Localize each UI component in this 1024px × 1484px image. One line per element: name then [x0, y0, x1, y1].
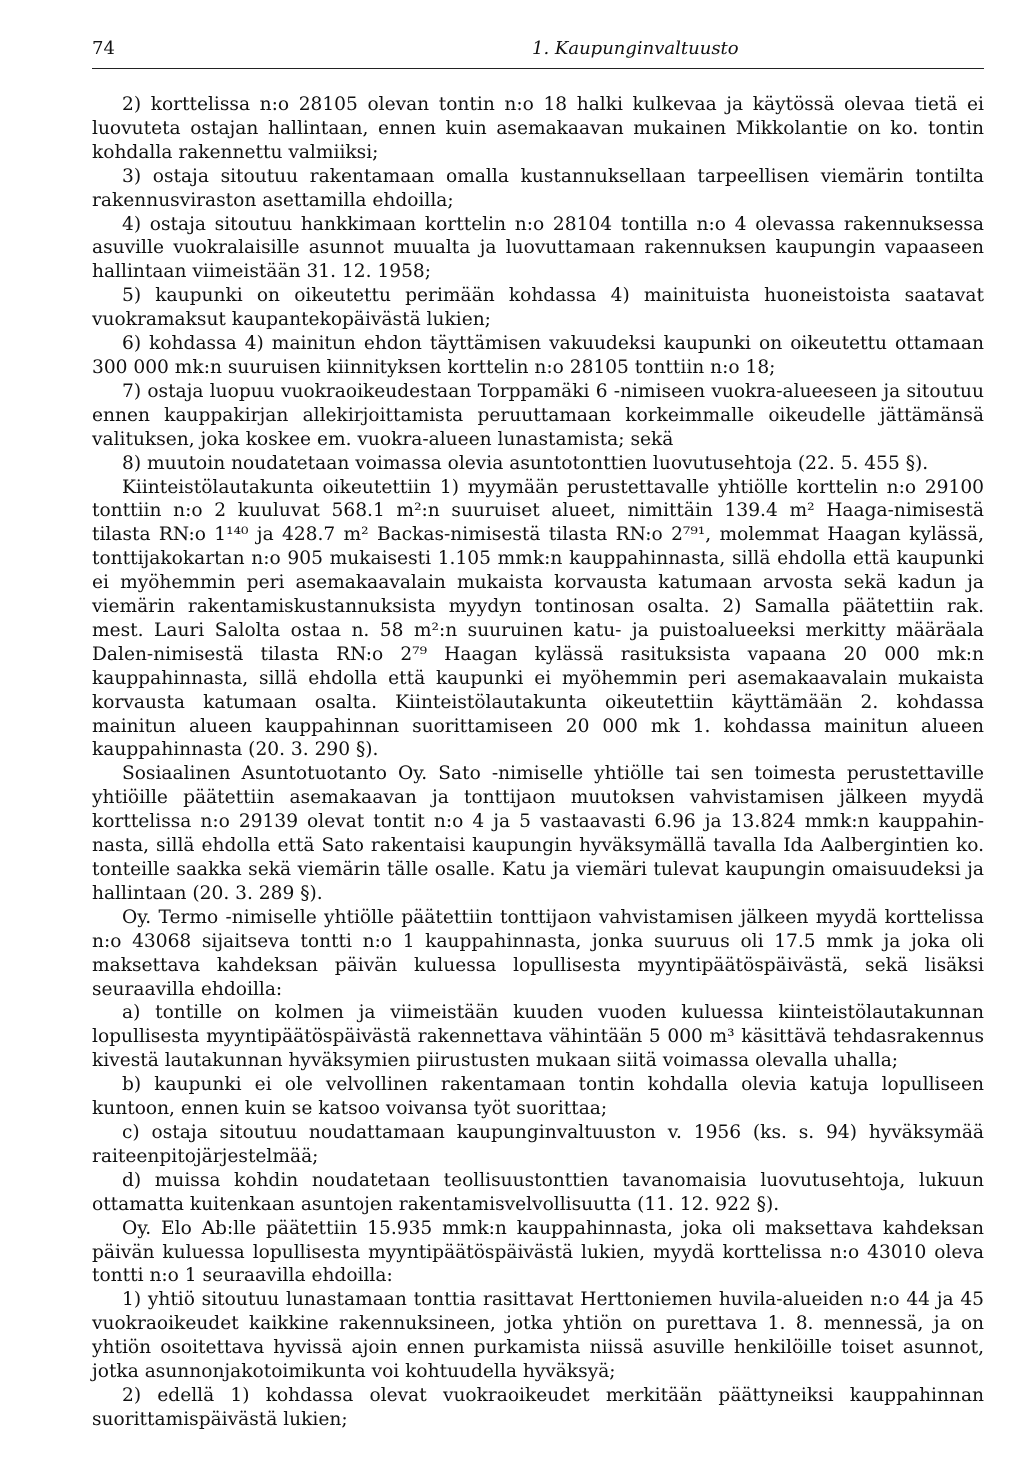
- paragraph: c) ostaja sitoutuu noudattamaan kaupunginvaltuuston v. 1956 (ks. s. 94) hyväksymää raiteenpitojärjestelmää;: [92, 1121, 984, 1167]
- page-number: 74: [92, 38, 115, 59]
- paragraph: Kiinteistölautakunta oikeutettiin 1) myymään perustettavalle yhtiölle korttelin n:o 29100 tonttiin n:o 2 kuuluvat 568.1 m²:n suuruiset alueet, nimittäin 139.4 m² Haaga-nimisestä tilasta RN:o 1¹⁴⁰ ja 428.7 m² Backas-nimisestä tilasta RN:o 2⁷⁹¹, molemmat Haagan kylässä, tonttijakokartan n:o 905 mukaisesti 1.105 mmk:n kauppahinnasta, sillä ehdolla että kaupunki ei myöhemmin peri asemakaavalain mukaista korvausta katumaan arvosta sekä kadun ja viemärin rakentamiskustannuksista myydyn tontinosan osalta. 2) Samalla päätettiin rak. mest. Lauri Salolta ostaa n. 58 m²:n suuruinen katu- ja puistoalueeksi merkitty määräala Dalen-nimisestä tilasta RN:o 2⁷⁹ Haagan kylässä rasituksista vapaana 20 000 mk:n kauppahinnasta, sillä ehdolla että kaupunki ei myöhemmin peri asemakaavalain mukaista korvausta katumaan osalta. Kiinteistölautakunta oikeutettiin käyttämään 2. kohdassa mainitun alueen kauppahinnan suorittamiseen 20 000 mk 1. kohdassa mainitun alueen kauppahinnasta (20. 3. 290 §).: [92, 476, 984, 761]
- paragraph: b) kaupunki ei ole velvollinen rakentamaan tontin kohdalla olevia katuja lopulliseen kuntoon, ennen kuin se katsoo voivansa työt suorittaa;: [92, 1074, 984, 1120]
- paragraph: 2) korttelissa n:o 28105 olevan tontin n:o 18 halki kulkevaa ja käytössä olevaa tietä ei luovuteta ostajan hallintaan, ennen kuin asemakaavan mukainen Mikkolantie on ko. tontin kohdalla rakennettu valmiiksi;: [92, 94, 984, 163]
- paragraph: 7) ostaja luopuu vuokraoikeudestaan Torppamäki 6 -nimiseen vuokra-alueeseen ja sitoutuu ennen kauppakirjan allekirjoittamista peruuttamaan korkeimmalle oikeudelle jättämänsä valituksen, joka koskee em. vuokra-alueen lunastamista; sekä: [92, 380, 984, 450]
- paragraph: 5) kaupunki on oikeutettu perimään kohdassa 4) mainituista huoneistoista saatavat vuokramaksut kaupantekopäivästä lukien;: [92, 285, 984, 331]
- paragraph: Oy. Elo Ab:lle päätettiin 15.935 mmk:n kauppahinnasta, joka oli maksettava kahdeksan päivän kuluessa lopullisesta myyntipäätöspäivästä lukien, myydä korttelissa n:o 43010 oleva tontti n:o 1 seuraavilla ehdoilla:: [92, 1217, 984, 1287]
- running-head: 1. Kaupunginvaltuusto: [532, 38, 739, 59]
- paragraph: Sosiaalinen Asuntotuotanto Oy. Sato -nimiselle yhtiölle tai sen toimesta perustettaville yhtiöille päätettiin asemakaavan ja tonttijaon muutoksen vahvistamisen jälkeen myydä korttelissa n:o 29139 olevat tontit n:o 4 ja 5 vastaavasti 6.96 ja 13.824 mmk:n kauppahinnasta, sillä ehdolla että Sato rakentaisi kaupungin hyväksymällä tavalla Ida Aalbergintien ko. tonteille saakka sekä viemärin tälle osalle. Katu ja viemäri tulevat kaupungin omaisuudeksi ja hallintaan (20. 3. 289 §).: [92, 763, 984, 904]
- paragraph: 3) ostaja sitoutuu rakentamaan omalla kustannuksellaan tarpeellisen viemärin tontilta rakennusviraston asettamilla ehdoilla;: [92, 165, 984, 211]
- body-text: [92, 93, 984, 1432]
- paragraph: 8) muutoin noudatetaan voimassa olevia asuntotonttien luovutusehtoja (22. 5. 455 §).: [122, 452, 929, 474]
- paragraph: 4) ostaja sitoutuu hankkimaan korttelin n:o 28104 tontilla n:o 4 olevassa rakennuksessa asuville vuokralaisille asunnot muualta ja luovuttamaan rakennuksen kaupungin vapaaseen hallintaan viimeistään 31. 12. 1958;: [92, 213, 984, 283]
- paragraph: d) muissa kohdin noudatetaan teollisuustonttien tavanomaisia luovutusehtoja, lukuun ottamatta kuitenkaan asuntojen rakentamisvelvollisuutta (11. 12. 922 §).: [92, 1169, 984, 1215]
- paragraph: Oy. Termo -nimiselle yhtiölle päätettiin tonttijaon vahvistamisen jälkeen myydä korttelissa n:o 43068 sijaitseva tontti n:o 1 kauppahinnasta, jonka suuruus oli 17.5 mmk ja joka oli maksettava kahdeksan päivän kuluessa lopullisesta myyntipäätöspäivästä, sekä lisäksi seuraavilla ehdoilla:: [92, 906, 984, 1000]
- paragraph: 6) kohdassa 4) mainitun ehdon täyttämisen vakuudeksi kaupunki on oikeutettu ottamaan 300 000 mk:n suuruisen kiinnityksen korttelin n:o 28105 tonttiin n:o 18;: [92, 333, 984, 378]
- paragraph: a) tontille on kolmen ja viimeistään kuuden vuoden kuluessa kiinteistölautakunnan lopullisesta myyntipäätöspäivästä rakennettava vähintään 5 000 m³ käsittävä tehdasrakennus kivestä lautakunnan hyväksymien piirustusten mukaan siitä voimassa olevalla uhalla;: [92, 1002, 984, 1072]
- paragraph: 1) yhtiö sitoutuu lunastamaan tonttia rasittavat Herttoniemen huvila-alueiden n:o 44 ja 45 vuokraoikeudet kaikkine rakennuksineen, jotka yhtiön on purettava 1. 8. mennessä, ja on yhtiön osoitettava hyvissä ajoin ennen purkamista niissä asuville henkilöille toiset asunnot, jotka asunnonjakotoimikunta voi kohtuudella hyväksyä;: [92, 1289, 984, 1383]
- page-header: [92, 34, 984, 69]
- paragraph: 2) edellä 1) kohdassa olevat vuokraoikeudet merkitään päättyneiksi kauppahinnan suorittamispäivästä lukien;: [92, 1384, 984, 1430]
